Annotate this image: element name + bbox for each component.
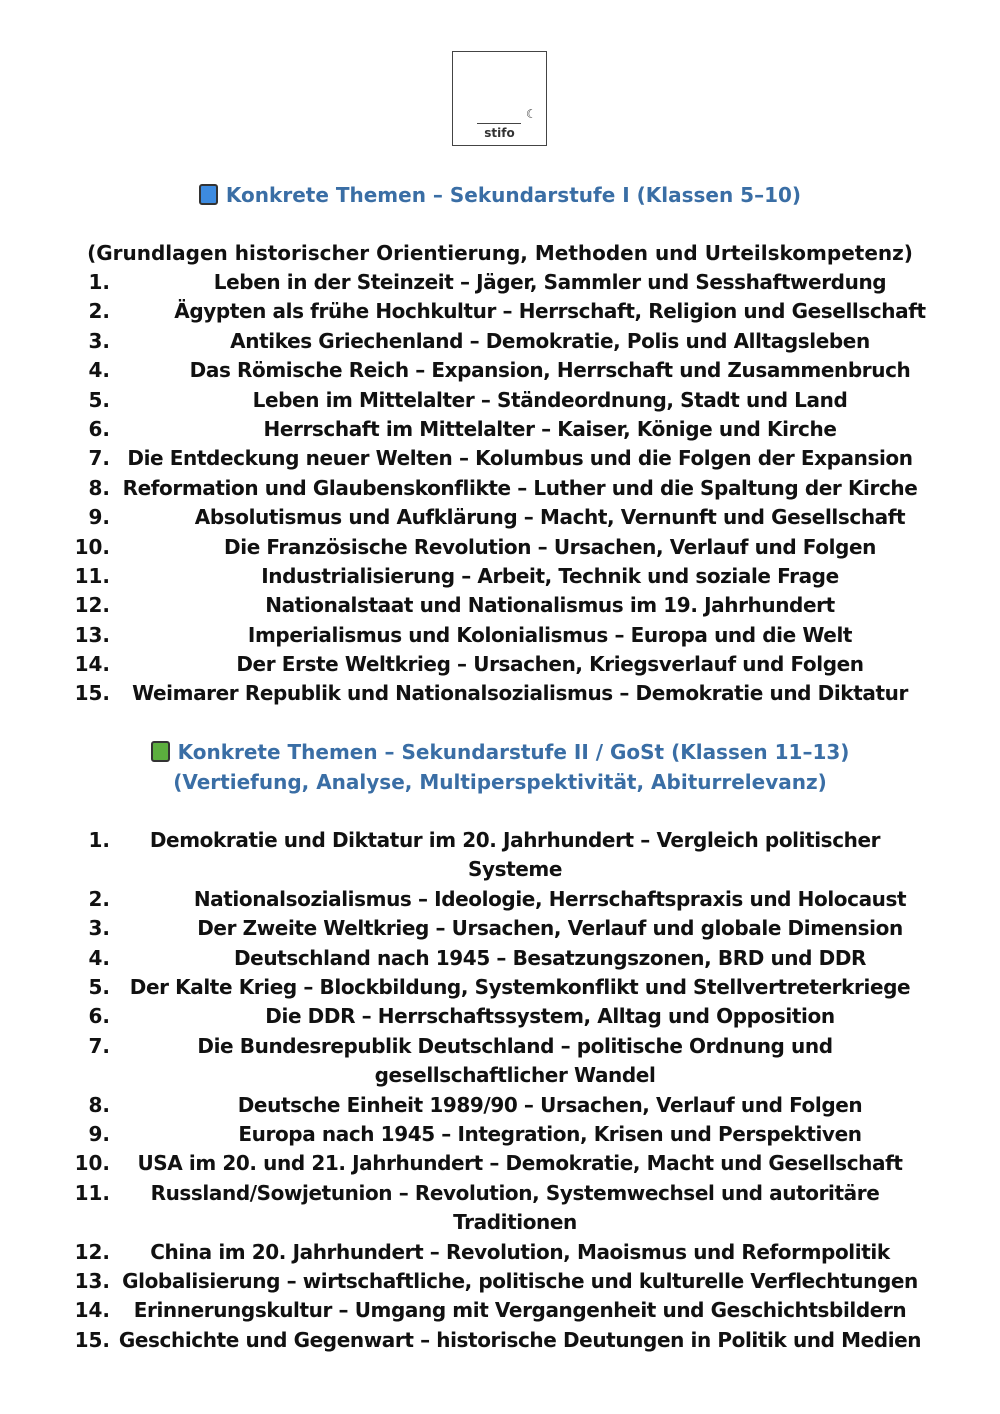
list-item [0,1296,1000,1325]
list-item-number: 3. [88,916,110,941]
list-item-number: 13. [74,622,110,647]
list-item-number: 12. [74,1239,110,1264]
list-item [0,386,1000,415]
list-item-text: Ägypten als frühe Hochkultur – Herrschaft, Religion und Gesellschaft [174,299,926,324]
list-item-number: 7. [88,1033,110,1058]
list-item-number: 4. [88,945,110,970]
section2-list [0,826,1000,1355]
list-item-text: Die DDR – Herrschaftssystem, Alltag und Opposition [265,1004,835,1029]
sun-moon-icon: ☾ [526,107,537,121]
list-item [0,679,1000,708]
list-item-number: 6. [88,416,110,441]
list-item [0,415,1000,444]
list-item-text: Der Erste Weltkrieg – Ursachen, Kriegsverlauf und Folgen [236,652,864,677]
list-item [0,591,1000,620]
list-item-text: Industrialisierung – Arbeit, Technik und soziale Frage [261,563,839,588]
list-item-text: Die Entdeckung neuer Welten – Kolumbus und die Folgen der Expansion [127,446,913,471]
list-item-number: 14. [74,652,110,677]
list-item-number: 4. [88,358,110,383]
list-item-text: Geschichte und Gegenwart – historische Deutungen in Politik und Medien [118,1327,922,1352]
list-item-text: Absolutismus und Aufklärung – Macht, Vernunft und Gesellschaft [194,505,906,530]
list-item [0,1179,1000,1238]
list-item-text: USA im 20. und 21. Jahrhundert – Demokratie, Macht und Gesellschaft [137,1151,903,1176]
list-item-number: 8. [88,475,110,500]
list-item-number: 11. [74,1180,110,1205]
list-item [0,914,1000,943]
list-item-text: Erinnerungskultur – Umgang mit Vergangenheit und Geschichtsbildern [133,1298,907,1323]
list-item-text: Der Zweite Weltkrieg – Ursachen, Verlauf und globale Dimension [197,916,903,941]
list-item-text: Globalisierung – wirtschaftliche, politische und kulturelle Verflechtungen [122,1268,918,1293]
list-item-number: 9. [88,1121,110,1146]
list-item [0,650,1000,679]
list-item-number: 6. [88,1004,110,1029]
list-item [0,1002,1000,1031]
list-item [0,562,1000,591]
list-item-text: Deutschland nach 1945 – Besatzungszonen, BRD und DDR [233,945,867,970]
list-item [0,268,1000,297]
list-item-number: 10. [74,534,110,559]
list-item [0,1326,1000,1355]
list-item-text: Russland/Sowjetunion – Revolution, Systemwechsel und autoritäre Traditionen [150,1180,880,1235]
list-item-number: 3. [88,328,110,353]
list-item [0,885,1000,914]
list-item [0,1267,1000,1296]
list-item-number: 5. [88,974,110,999]
list-item-text: Deutsche Einheit 1989/90 – Ursachen, Verlauf und Folgen [237,1092,863,1117]
list-item-text: Leben in der Steinzeit – Jäger, Sammler und Sesshaftwerdung [213,270,887,294]
list-item-text: Die Französische Revolution – Ursachen, Verlauf und Folgen [224,534,876,559]
section2-heading-text: Konkrete Themen – Sekundarstufe II / GoSt (Klassen 11–13) [177,740,850,764]
list-item-number: 14. [74,1298,110,1323]
logo-line [477,123,521,124]
list-item-text: Leben im Mittelalter – Ständeordnung, Stadt und Land [252,387,848,412]
list-item-text: Das Römische Reich – Expansion, Herrschaft und Zusammenbruch [189,358,911,383]
list-item [0,327,1000,356]
list-item-number: 11. [74,563,110,588]
list-item-text: Reformation und Glaubenskonflikte – Luther und die Spaltung der Kirche [122,475,918,500]
section1-heading-text: Konkrete Themen – Sekundarstufe I (Klassen 5–10) [225,183,802,207]
list-item-number: 5. [88,387,110,412]
list-item-text: Nationalstaat und Nationalismus im 19. Jahrhundert [265,593,835,618]
list-item [0,1091,1000,1120]
section2-heading [0,737,1000,767]
list-item-number: 7. [88,446,110,471]
list-item [0,297,1000,326]
list-item-text: Europa nach 1945 – Integration, Krisen und Perspektiven [238,1121,862,1146]
list-item-text: Imperialismus und Kolonialismus – Europa und die Welt [247,622,853,647]
list-item-text: Nationalsozialismus – Ideologie, Herrschaftspraxis und Holocaust [193,886,907,911]
list-item-text: Herrschaft im Mittelalter – Kaiser, Könige und Kirche [263,416,837,441]
list-item-text: Antikes Griechenland – Demokratie, Polis und Alltagsleben [230,328,870,353]
list-item-number: 10. [74,1151,110,1176]
list-item [0,474,1000,503]
blue-book-icon [199,184,218,205]
list-item [0,1238,1000,1267]
list-item-text: Der Kalte Krieg – Blockbildung, Systemkonflikt und Stellvertreterkriege [129,974,911,999]
list-item [0,621,1000,650]
list-item-number: 2. [88,299,110,324]
logo [452,51,547,146]
list-item-number: 8. [88,1092,110,1117]
list-item-number: 2. [88,886,110,911]
list-item [0,444,1000,473]
list-item-text: Demokratie und Diktatur im 20. Jahrhundert – Vergleich politischer Systeme [149,828,881,882]
list-item [0,1032,1000,1091]
list-item-number: 13. [74,1268,110,1293]
list-item-number: 1. [88,828,110,852]
list-item [0,1120,1000,1149]
list-item-number: 1. [88,270,110,294]
list-item-text: Weimarer Republik und Nationalsozialismus – Demokratie und Diktatur [132,681,908,706]
list-item-number: 15. [74,1327,110,1352]
section1-list [0,268,1000,709]
list-item [0,826,1000,885]
section1-heading [0,180,1000,210]
section2-subtitle: (Vertiefung, Analyse, Multiperspektivität, Abiturrelevanz) [173,770,827,794]
list-item-number: 12. [74,593,110,618]
list-item [0,503,1000,532]
section1-subtitle: (Grundlagen historischer Orientierung, Methoden und Urteilskompetenz) [87,241,913,265]
green-book-icon [151,741,170,762]
logo-brand: stifo [484,126,515,140]
list-item-text: Die Bundesrepublik Deutschland – politische Ordnung und gesellschaftlicher Wandel [197,1033,833,1088]
list-item-number: 15. [74,681,110,706]
list-item [0,973,1000,1002]
list-item [0,944,1000,973]
list-item [0,1149,1000,1178]
list-item-text: China im 20. Jahrhundert – Revolution, Maoismus und Reformpolitik [150,1239,890,1264]
list-item [0,356,1000,385]
list-item-number: 9. [88,505,110,530]
list-item [0,533,1000,562]
